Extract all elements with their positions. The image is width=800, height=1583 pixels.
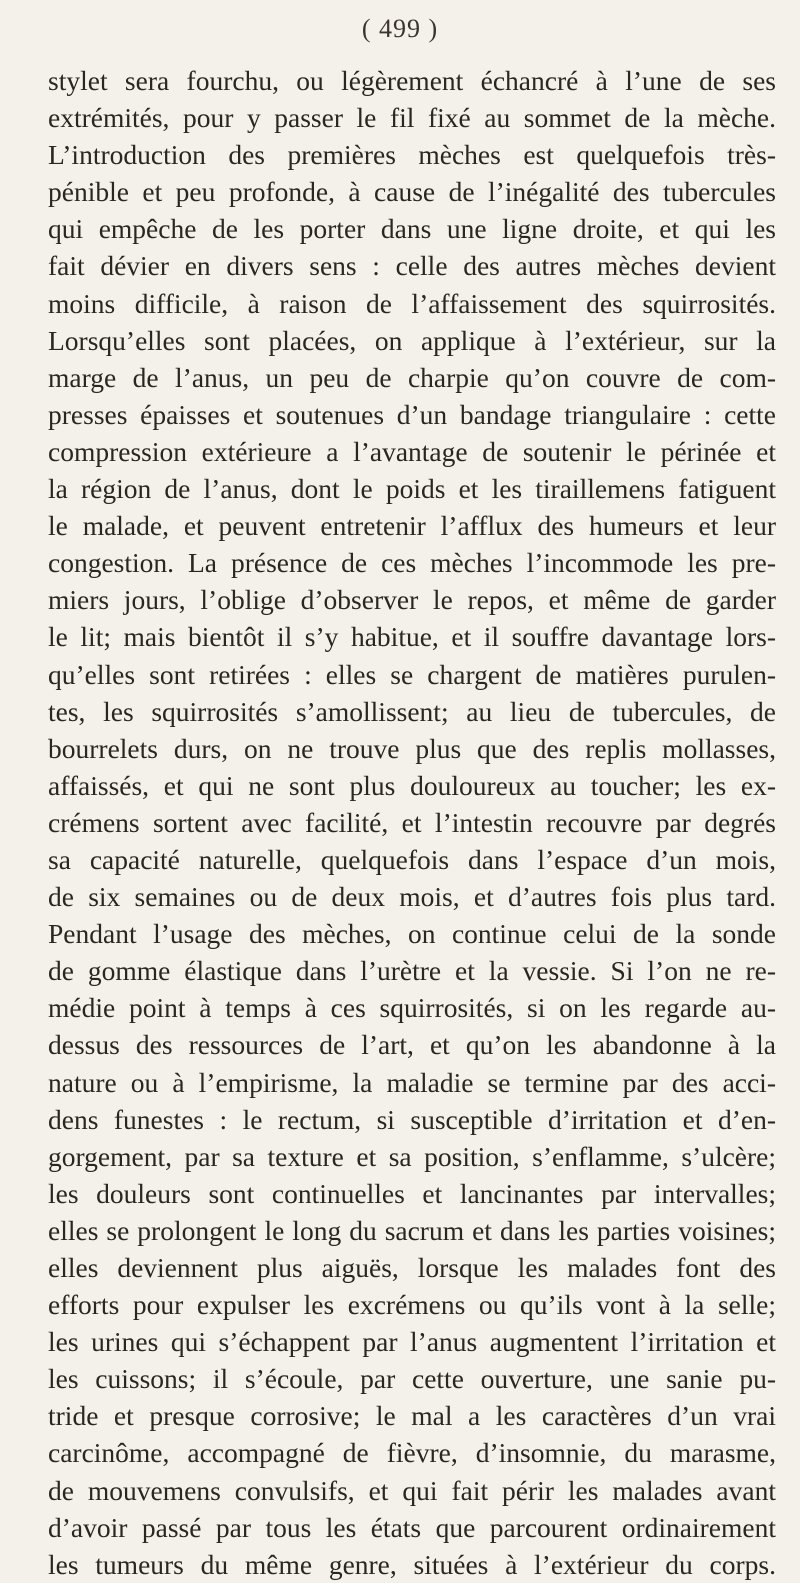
text-line: efforts pour expulser les excrémens ou qu’ils vont à la selle; — [48, 1289, 776, 1321]
text-line: congestion. La présence de ces mèches l’incommode les pre- — [48, 547, 776, 579]
page-number: ( 499 ) — [361, 14, 439, 43]
text-line: stylet sera fourchu, ou légèrement échancré à l’une de ses — [48, 65, 776, 96]
text-line: dens funestes : le rectum, si susceptible d’irritation et d’en- — [48, 1103, 776, 1135]
text-line: les cuissons; il s’écoule, par cette ouverture, une sanie pu- — [48, 1363, 776, 1395]
text-line: pénible et peu profonde, à cause de l’inégalité des tubercules — [48, 176, 776, 208]
text-line: tride et presque corrosive; le mal a les caractères d’un vrai — [48, 1400, 776, 1432]
text-line: miers jours, l’oblige d’observer le repos, et même de garder — [48, 584, 776, 616]
text-line: elles se prolongent le long du sacrum et dans les parties voisines; — [48, 1214, 776, 1246]
text-line: tes, les squirrosités s’amollissent; au lieu de tubercules, de — [48, 695, 776, 727]
text-line: d’avoir passé par tous les états que parcourent ordinairement — [48, 1511, 776, 1543]
text-line: marge de l’anus, un peu de charpie qu’on couvre de com- — [48, 361, 776, 393]
text-line: de gomme élastique dans l’urètre et la vessie. Si l’on ne re- — [48, 955, 776, 987]
text-line: fait dévier en divers sens : celle des autres mèches devient — [48, 250, 776, 282]
body-text — [48, 62, 776, 1583]
text-line: crémens sortent avec facilité, et l’intestin recouvre par degrés — [48, 806, 776, 838]
text-line: elles deviennent plus aiguës, lorsque les malades font des — [48, 1252, 776, 1283]
text-line: L’introduction des premières mèches est quelquefois très- — [48, 139, 776, 171]
text-line: dessus des ressources de l’art, et qu’on les abandonne à la — [48, 1029, 776, 1061]
text-line: nature ou à l’empirisme, la maladie se termine par des acci- — [48, 1066, 776, 1098]
text-line: les tumeurs du même genre, situées à l’extérieur du corps. — [48, 1548, 776, 1580]
text-line: de mouvemens convulsifs, et qui fait périr les malades avant — [48, 1474, 776, 1506]
text-line: bourrelets durs, on ne trouve plus que des replis mollasses, — [48, 732, 776, 764]
text-line: qui empêche de les porter dans une ligne droite, et qui les — [48, 213, 776, 245]
text-line: Pendant l’usage des mèches, on continue celui de la sonde — [48, 918, 776, 950]
text-line: carcinôme, accompagné de fièvre, d’insomnie, du marasme, — [48, 1437, 776, 1469]
text-line: extrémités, pour y passer le fil fixé au sommet de la mèche. — [48, 102, 776, 134]
text-line: compression extérieure a l’avantage de soutenir le périnée et — [48, 435, 776, 467]
text-line: sa capacité naturelle, quelquefois dans l’espace d’un mois, — [48, 843, 776, 875]
text-line: qu’elles sont retirées : elles se chargent de matières purulen- — [48, 658, 776, 690]
text-line: gorgement, par sa texture et sa position, s’enflamme, s’ulcère; — [48, 1140, 776, 1172]
text-line: le lit; mais bientôt il s’y habitue, et il souffre davantage lors- — [48, 621, 776, 653]
text-line: presses épaisses et soutenues d’un bandage triangulaire : cette — [48, 398, 776, 430]
text-line: de six semaines ou de deux mois, et d’autres fois plus tard. — [48, 881, 776, 913]
text-line: les douleurs sont continuelles et lancinantes par intervalles; — [48, 1177, 776, 1209]
text-line: les urines qui s’échappent par l’anus augmentent l’irritation et — [48, 1326, 776, 1358]
text-line: Lorsqu’elles sont placées, on applique à l’extérieur, sur la — [48, 324, 776, 356]
text-line: médie point à temps à ces squirrosités, si on les regarde au- — [48, 992, 776, 1024]
text-line: affaissés, et qui ne sont plus douloureux au toucher; les ex- — [48, 769, 776, 801]
text-line: le malade, et peuvent entretenir l’afflux des humeurs et leur — [48, 510, 776, 542]
text-line: la région de l’anus, dont le poids et les tiraillemens fatiguent — [48, 473, 776, 505]
text-line: moins difficile, à raison de l’affaissement des squirrosités. — [48, 287, 776, 319]
